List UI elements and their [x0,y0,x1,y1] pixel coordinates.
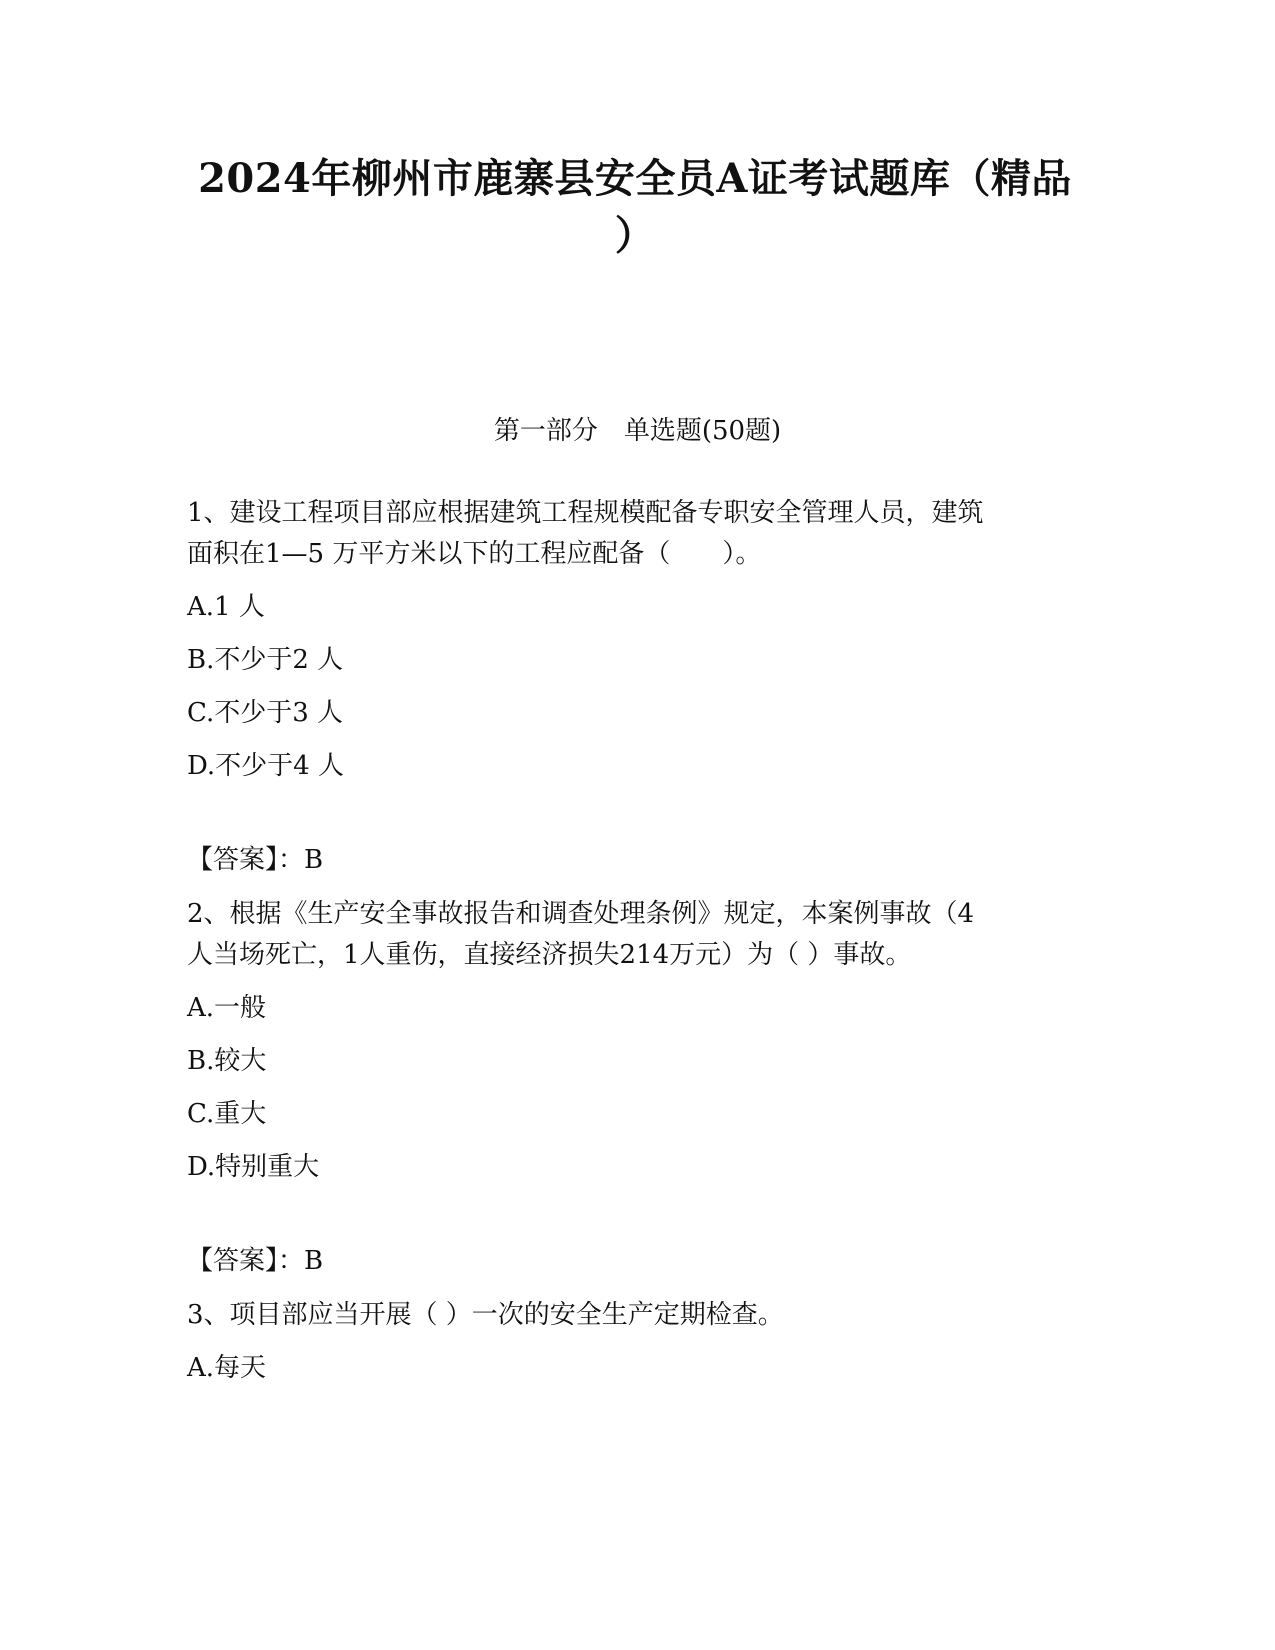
question-1-stem-line-2: 面积在1—5 万平方米以下的工程应配备（ ）。 [187,539,762,569]
question-1-option-b: B.不少于2 人 [187,645,344,675]
question-1-option-d: D.不少于4 人 [187,751,344,781]
section-heading: 第一部分 单选题(50题) [493,416,782,446]
question-2-option-b: B.较大 [187,1046,267,1076]
question-2-option-d: D.特别重大 [187,1152,320,1182]
question-3-stem-line-1: 3、项目部应当开展（ ）一次的安全生产定期检查。 [187,1300,784,1330]
question-2-option-a: A.一般 [187,993,267,1023]
question-2-answer: 【答案】：B [187,1246,324,1276]
document-title-line-1: 2024年柳州市鹿寨县安全员A证考试题库（精品 [198,155,1072,202]
question-3-option-a: A.每天 [187,1353,267,1383]
question-1-answer: 【答案】：B [187,845,324,875]
question-1-stem-line-1: 1、建设工程项目部应根据建筑工程规模配备专职安全管理人员，建筑 [187,498,984,528]
question-2-option-c: C.重大 [187,1099,267,1129]
document-title-line-2: ） [614,212,656,259]
question-1-option-c: C.不少于3 人 [187,698,344,728]
document-title [180,150,1090,264]
question-2-stem-line-1: 2、根据《生产安全事故报告和调查处理条例》规定，本案例事故（4 [187,899,975,929]
question-2-stem-line-2: 人当场死亡，1人重伤，直接经济损失214万元）为（ ）事故。 [187,940,912,970]
question-1-option-a: A.1 人 [187,592,265,622]
